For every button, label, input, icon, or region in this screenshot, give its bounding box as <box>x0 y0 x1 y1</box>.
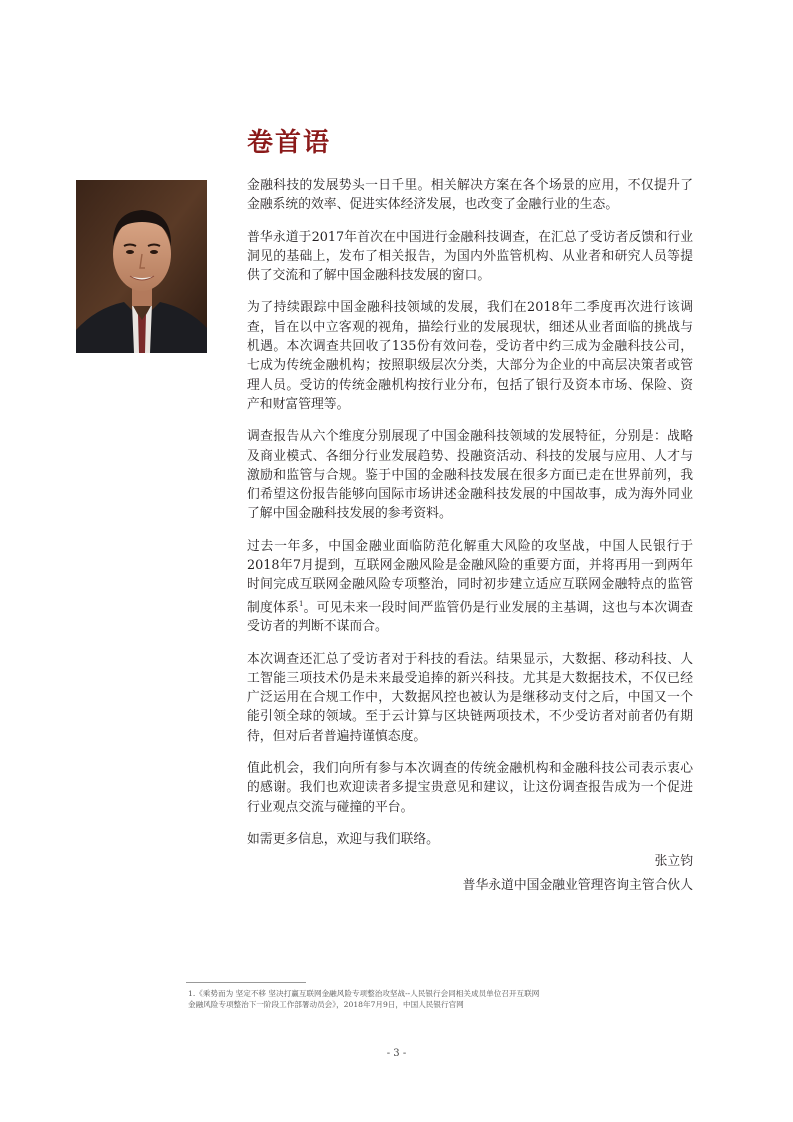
footnote-line: 金融风险专项整治下一阶段工作部署动员会》，2018年7月9日，中国人民银行官网 <box>188 1000 464 1009</box>
preface-body <box>247 176 693 862</box>
paragraph: 本次调查还汇总了受访者对于科技的看法。结果显示，大数据、移动科技、人工智能三项技术仍是未来最受追捧的新兴科技。尤其是大数据技术，不仅已经广泛运用在合规工作中，大数据风控也被认为是继移动支付之后，中国又一个能引领全球的领域。至于云计算与区块链两项技术，不少受访者对前者仍有期待，但对后者普遍持谨慎态度。 <box>247 651 693 744</box>
signature-name: 张立钧 <box>654 854 693 869</box>
signature-block <box>463 850 693 898</box>
paragraph: 值此机会，我们向所有参与本次调查的传统金融机构和金融科技公司表示衷心的感谢。我们也欢迎读者多提宝贵意见和建议，让这份调查报告成为一个促进行业观点交流与碰撞的平台。 <box>247 760 693 815</box>
paragraph: 如需更多信息，欢迎与我们联络。 <box>247 831 439 847</box>
portrait-image <box>76 180 207 353</box>
paragraph: 金融科技的发展势头一日千里。相关解决方案在各个场景的应用，不仅提升了金融系统的效率、促进实体经济发展，也改变了金融行业的生态。 <box>247 178 693 213</box>
page-title: 卷首语 <box>247 128 332 158</box>
footnote-line: 1.《乘势而为 坚定不移 坚决打赢互联网金融风险专项整治攻坚战--人民银行会同相关成员单位召开互联网 <box>188 989 540 998</box>
footnote-marker[interactable]: 1 <box>298 599 304 608</box>
footnote-divider <box>186 982 306 983</box>
paragraph-text: 。可见未来一段时间严监管仍是行业发展的主基调，这也与本次调查受访者的判断不谋而合。 <box>247 599 694 635</box>
paragraph: 调查报告从六个维度分别展现了中国金融科技领域的发展特征，分别是：战略及商业模式、各细分行业发展趋势、投融资活动、科技的发展与应用、人才与激励和监管与合规。鉴于中国的金融科技发展在很多方面已走在世界前列，我们希望这份报告能够向国际市场讲述金融科技发展的中国故事，成为海外同业了解中国金融科技发展的参考资料。 <box>247 429 693 522</box>
paragraph: 普华永道于2017年首次在中国进行金融科技调查，在汇总了受访者反馈和行业洞见的基础上，发布了相关报告，为国内外监管机构、从业者和研究人员等提供了交流和了解中国金融科技发展的窗口。 <box>247 229 693 284</box>
paragraph <box>247 537 693 637</box>
author-portrait <box>76 180 207 353</box>
paragraph: 为了持续跟踪中国金融科技领域的发展，我们在2018年二季度再次进行该调查，旨在以中立客观的视角，描绘行业的发展现状，细述从业者面临的挑战与机遇。本次调查共回收了135份有效问卷，受访者中约三成为金融科技公司，七成为传统金融机构；按照职级层次分类，大部分为企业的中高层决策者或管理人员。受访的传统金融机构按行业分布，包括了银行及资本市场、保险、资产和财富管理等。 <box>247 300 693 412</box>
footnote <box>188 988 628 1010</box>
page-number: - 3 - <box>386 1048 407 1059</box>
paragraph-text: 过去一年多，中国金融业面临防范化解重大风险的攻坚战，中国人民银行于2018年7月提到，互联网金融风险是金融风险的重要方面，并将再用一到两年时间完成互联网金融风险专项整治，同时初步建立适应互联网金融特点的监管制度体系 <box>247 538 693 615</box>
signature-title: 普华永道中国金融业管理咨询主管合伙人 <box>462 878 693 893</box>
